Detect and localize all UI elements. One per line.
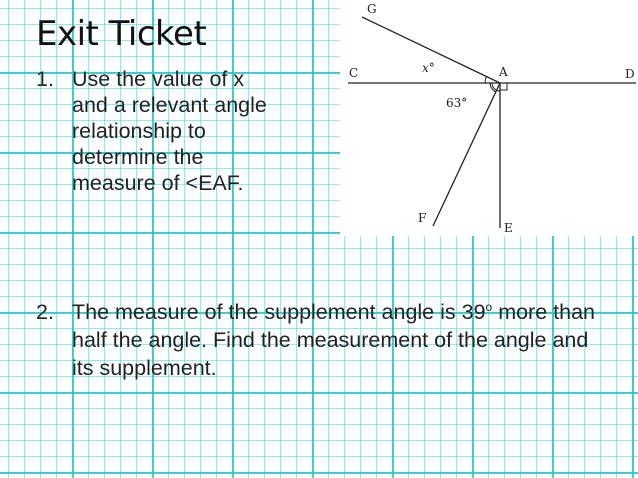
angle-diagram-svg: [340, 0, 638, 236]
right-angle-marker: [500, 83, 507, 90]
label-g: G: [367, 2, 377, 16]
question-2-text-part2: more than half the angle. Find the measurement of the angle and its supplement.: [72, 300, 595, 380]
question-2: [36, 298, 596, 382]
question-1-text: Use the value of x and a relevant angle relationship to determine the measure of <EAF.: [72, 67, 267, 195]
question-2-text-part1: The measure of the supplement angle is 39: [72, 300, 486, 324]
label-c: C: [349, 66, 359, 80]
label-d: D: [625, 67, 635, 81]
question-1-number: 1.: [36, 67, 54, 91]
degree-superscript: o: [485, 299, 493, 314]
question-2-text: [72, 298, 596, 382]
page-title: Exit Ticket: [36, 14, 207, 54]
label-e: E: [504, 221, 513, 235]
label-63: 63°: [446, 96, 468, 110]
angle-diagram: [340, 0, 638, 236]
label-a: A: [499, 65, 508, 79]
question-2-number: 2.: [36, 300, 54, 324]
label-f: F: [418, 211, 427, 225]
angle-arc-x: [485, 77, 487, 84]
question-1: [36, 66, 336, 196]
label-x: x°: [422, 61, 435, 75]
